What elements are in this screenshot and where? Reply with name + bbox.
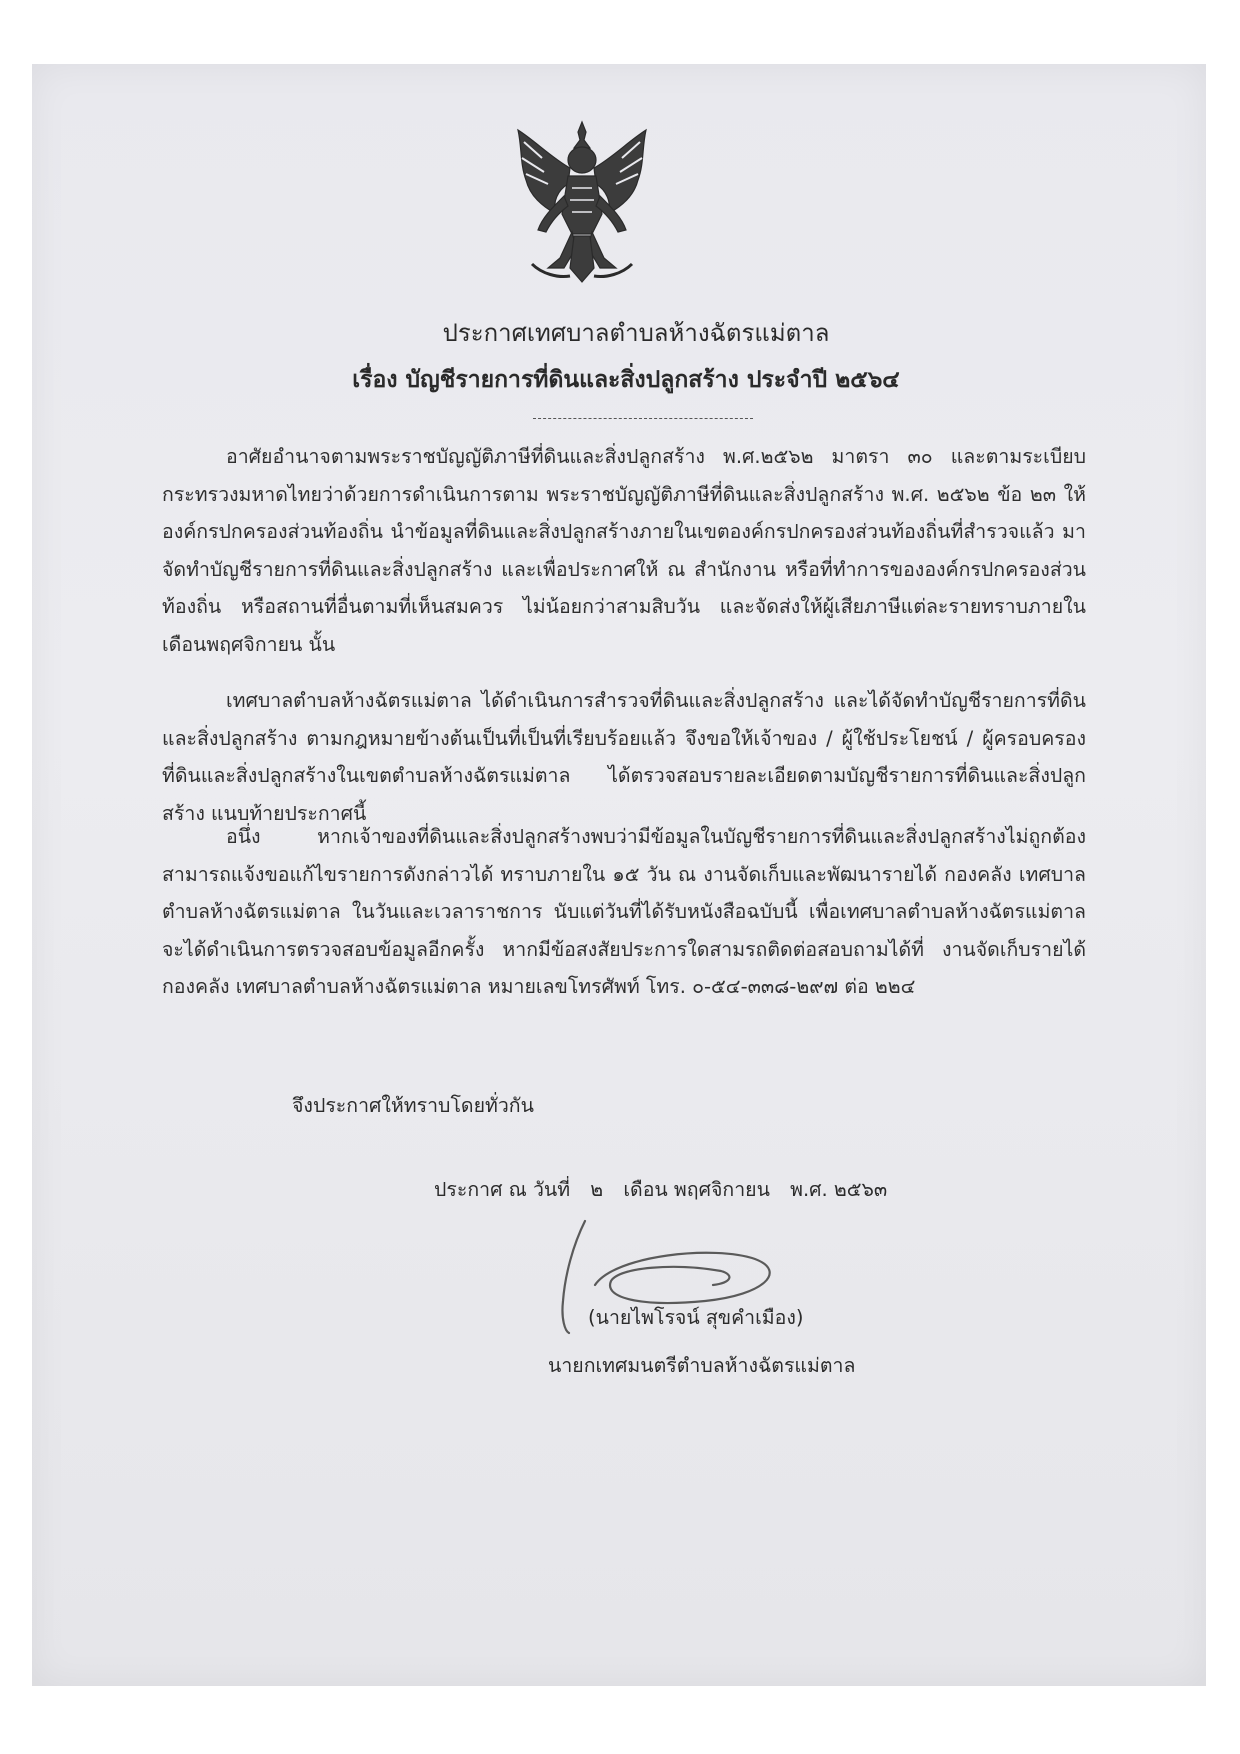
date-month: เดือน พฤศจิกายน — [623, 1178, 770, 1201]
body-paragraph-3 — [162, 818, 1086, 1006]
announcement-date — [434, 1172, 901, 1208]
announcement-title: ประกาศเทศบาลตำบลห้างฉัตรแม่ตาล — [442, 319, 830, 347]
body-paragraph-1 — [162, 438, 1086, 663]
closing-line: จึงประกาศให้ทราบโดยทั่วกัน — [292, 1094, 534, 1117]
signer-position: นายกเทศมนตรีตำบลห้างฉัตรแม่ตาล — [548, 1354, 856, 1377]
paragraph-3-text: อนึ่ง หากเจ้าของที่ดินและสิ่งปลูกสร้างพบว่ามีข้อมูลในบัญชีรายการที่ดินและสิ่งปลูกสร้างไม่ถูกต้อง สามารถแจ้งขอแก้ไขรายการดังกล่าวได้ ทราบภายใน ๑๕ วัน ณ งานจัดเก็บและพัฒนารายได้ กองคลัง เทศบาลตำบลห้างฉัตรแม่ตาล ในวันและเวลาราชการ นับแต่วันที่ได้รับหนังสือฉบับนี้ เพื่อเทศบาลตำบลห้างฉัตรแม่ตาล จะได้ดำเนินการตรวจสอบข้อมูลอีกครั้ง หากมีข้อสงสัยประการใดสามรถติดต่อสอบถามได้ที่ งานจัดเก็บรายได้ กองคลัง เทศบาลตำบลห้างฉัตรแม่ตาล หมายเลขโทรศัพท์ โทร. ๐-๕๔-๓๓๘-๒๙๗ ต่อ ๒๒๔ — [162, 825, 1086, 998]
date-day: ๒ — [590, 1178, 604, 1201]
date-prefix: ประกาศ ณ วันที่ — [434, 1178, 571, 1201]
garuda-emblem-icon — [512, 118, 652, 286]
title-divider — [533, 418, 753, 419]
body-paragraph-2 — [162, 682, 1086, 832]
paragraph-1-text: อาศัยอำนาจตามพระราชบัญญัติภาษีที่ดินและสิ่งปลูกสร้าง พ.ศ.๒๕๖๒ มาตรา ๓๐ และตามระเบียบกระทรวงมหาดไทยว่าด้วยการดำเนินการตาม พระราชบัญญัติภาษีที่ดินและสิ่งปลูกสร้าง พ.ศ. ๒๕๖๒ ข้อ ๒๓ ให้องค์กรปกครองส่วนท้องถิ่น นำข้อมูลที่ดินและสิ่งปลูกสร้างภายในเขตองค์กรปกครองส่วนท้องถิ่นที่สำรวจแล้ว มาจัดทำบัญชีรายการที่ดินและสิ่งปลูกสร้าง และเพื่อประกาศให้ ณ สำนักงาน หรือที่ทำการขององค์กรปกครองส่วนท้องถิ่น หรือสถานที่อื่นตามที่เห็นสมควร ไม่น้อยกว่าสามสิบวัน และจัดส่งให้ผู้เสียภาษีแต่ละรายทราบภายในเดือนพฤศจิกายน นั้น — [162, 445, 1086, 656]
announcement-subject: เรื่อง บัญชีรายการที่ดินและสิ่งปลูกสร้าง ประจำปี ๒๕๖๔ — [352, 367, 900, 393]
date-year: พ.ศ. ๒๕๖๓ — [790, 1178, 888, 1201]
signer-name: (นายไพโรจน์ สุขคำเมือง) — [588, 1306, 804, 1329]
paragraph-2-text: เทศบาลตำบลห้างฉัตรแม่ตาล ได้ดำเนินการสำรวจที่ดินและสิ่งปลูกสร้าง และได้จัดทำบัญชีรายการที่ดินและสิ่งปลูกสร้าง ตามกฎหมายข้างต้นเป็นที่เป็นที่เรียบร้อยแล้ว จึงขอให้เจ้าของ / ผู้ใช้ประโยชน์ / ผู้ครอบครอง ที่ดินและสิ่งปลูกสร้างในเขตตำบลห้างฉัตรแม่ตาล ได้ตรวจสอบรายละเอียดตามบัญชีรายการที่ดินและสิ่งปลูกสร้าง แนบท้ายประกาศนี้ — [162, 689, 1086, 825]
